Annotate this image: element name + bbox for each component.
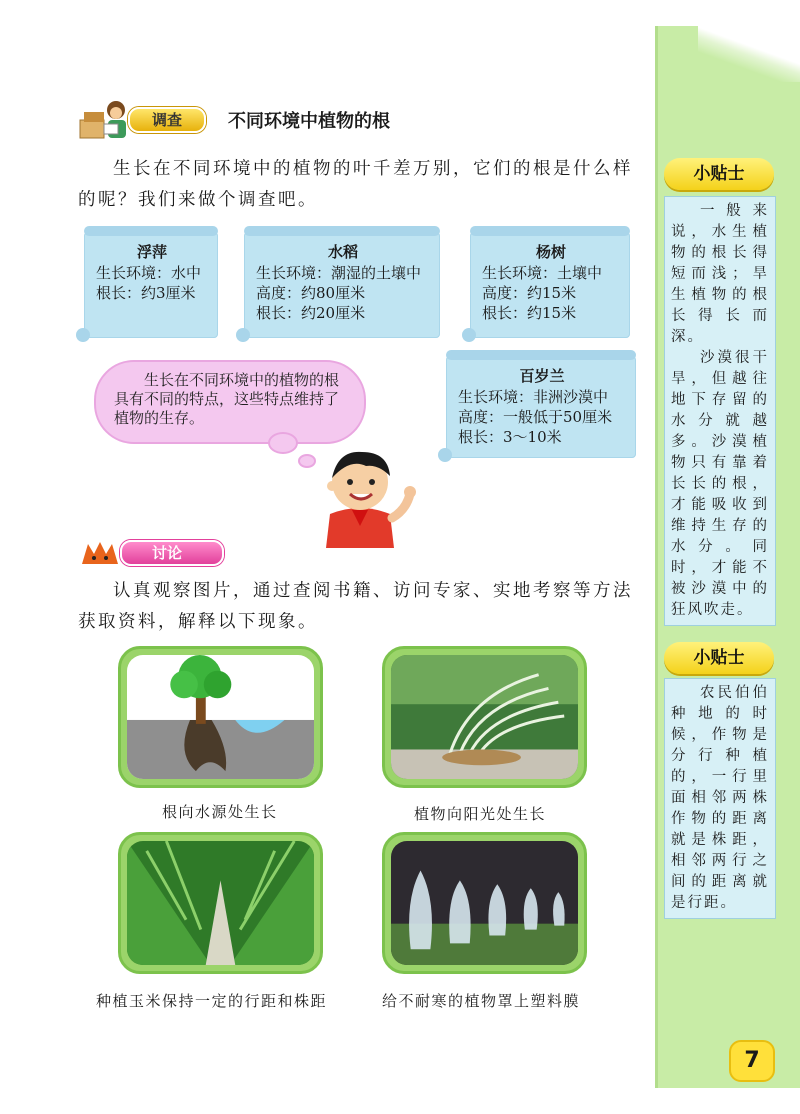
speech-bubble — [94, 360, 366, 444]
plant-info-line: 根长：约3厘米 — [96, 284, 196, 302]
plant-name: 杨树 — [535, 243, 566, 261]
plant-card-welwitschia — [446, 356, 636, 458]
fox-icon — [78, 538, 124, 568]
tip-label-2: 小贴士 — [664, 642, 774, 674]
discussion-header — [78, 538, 224, 568]
plant-name: 浮萍 — [136, 243, 167, 261]
boy-character-illustration — [310, 444, 422, 548]
roots-water-illustration — [127, 655, 314, 779]
plant-info-line: 生长环境：潮湿的土壤中 — [256, 264, 422, 282]
plant-info-line: 生长环境：非洲沙漠中 — [458, 388, 609, 406]
bubble-tail-dot — [268, 432, 298, 454]
plant-card-duckweed — [84, 232, 218, 338]
photo-frame-corn-rows — [118, 832, 323, 974]
discussion-intro: 认真观察图片，通过查阅书籍、访问专家、实地考察等方法获取资料，解释以下现象。 — [78, 581, 633, 632]
seedlings-sunlight-photo — [391, 655, 578, 779]
tip-2-paragraph-1: 农民伯伯种地的时候，作物是分行种植的，一行里面相邻两株作物的距离就是株距，相邻两行之间的距离就是行距。 — [671, 685, 769, 911]
plastic-covered-plants-photo — [391, 841, 578, 965]
plant-name: 百岁兰 — [519, 367, 565, 385]
survey-header — [78, 98, 390, 142]
caption-plastic-covers: 给不耐寒的植物罩上塑料膜 — [382, 992, 581, 1010]
discussion-tag: 讨论 — [120, 540, 224, 566]
tip-1-paragraph-1: 一般来说，水生植物的根长得短而浅；旱生植物的根长得长而深。 — [671, 203, 769, 345]
plant-info-line: 根长：约15米 — [482, 304, 577, 322]
plant-info-line: 根长：3～10米 — [458, 428, 562, 446]
survey-tag: 调查 — [128, 107, 206, 133]
survey-title: 不同环境中植物的根 — [228, 111, 391, 132]
plant-card-poplar — [470, 232, 630, 338]
plant-card-rice — [244, 232, 440, 338]
photo-frame-roots-water — [118, 646, 323, 788]
tip-1-paragraph-2: 沙漠很干旱，但越往地下存留的水分就越多。沙漠植物只有靠着长长的根，才能吸收到维持生存的水分。同时，才能不被沙漠中的狂风吹走。 — [671, 350, 769, 618]
sidebar — [655, 26, 800, 1088]
page-number: 7 — [729, 1040, 775, 1082]
page-curl — [698, 22, 800, 82]
plant-name: 水稻 — [327, 243, 358, 261]
survey-intro: 生长在不同环境中的植物的叶千差万别，它们的根是什么样的呢？我们来做个调查吧。 — [78, 159, 633, 210]
caption-roots-water: 根向水源处生长 — [162, 803, 278, 821]
plant-info-line: 高度：一般低于50厘米 — [458, 408, 613, 426]
photo-frame-plastic-covers — [382, 832, 587, 974]
tip-box-1 — [664, 196, 776, 626]
tip-label-1: 小贴士 — [664, 158, 774, 190]
reading-child-icon — [78, 98, 136, 142]
corn-field-photo — [127, 841, 314, 965]
photo-frame-plants-sunlight — [382, 646, 587, 788]
plant-info-line: 生长环境：土壤中 — [482, 264, 603, 282]
tip-box-2 — [664, 678, 776, 919]
plant-info-line: 生长环境：水中 — [96, 264, 202, 282]
plant-info-line: 高度：约80厘米 — [256, 284, 366, 302]
plant-info-line: 高度：约15米 — [482, 284, 577, 302]
caption-corn-rows: 种植玉米保持一定的行距和株距 — [96, 992, 328, 1010]
bubble-text: 生长在不同环境中的植物的根具有不同的特点，这些特点维持了植物的生存。 — [114, 371, 340, 427]
plant-info-line: 根长：约20厘米 — [256, 304, 366, 322]
caption-plants-sunlight: 植物向阳光处生长 — [414, 805, 547, 823]
